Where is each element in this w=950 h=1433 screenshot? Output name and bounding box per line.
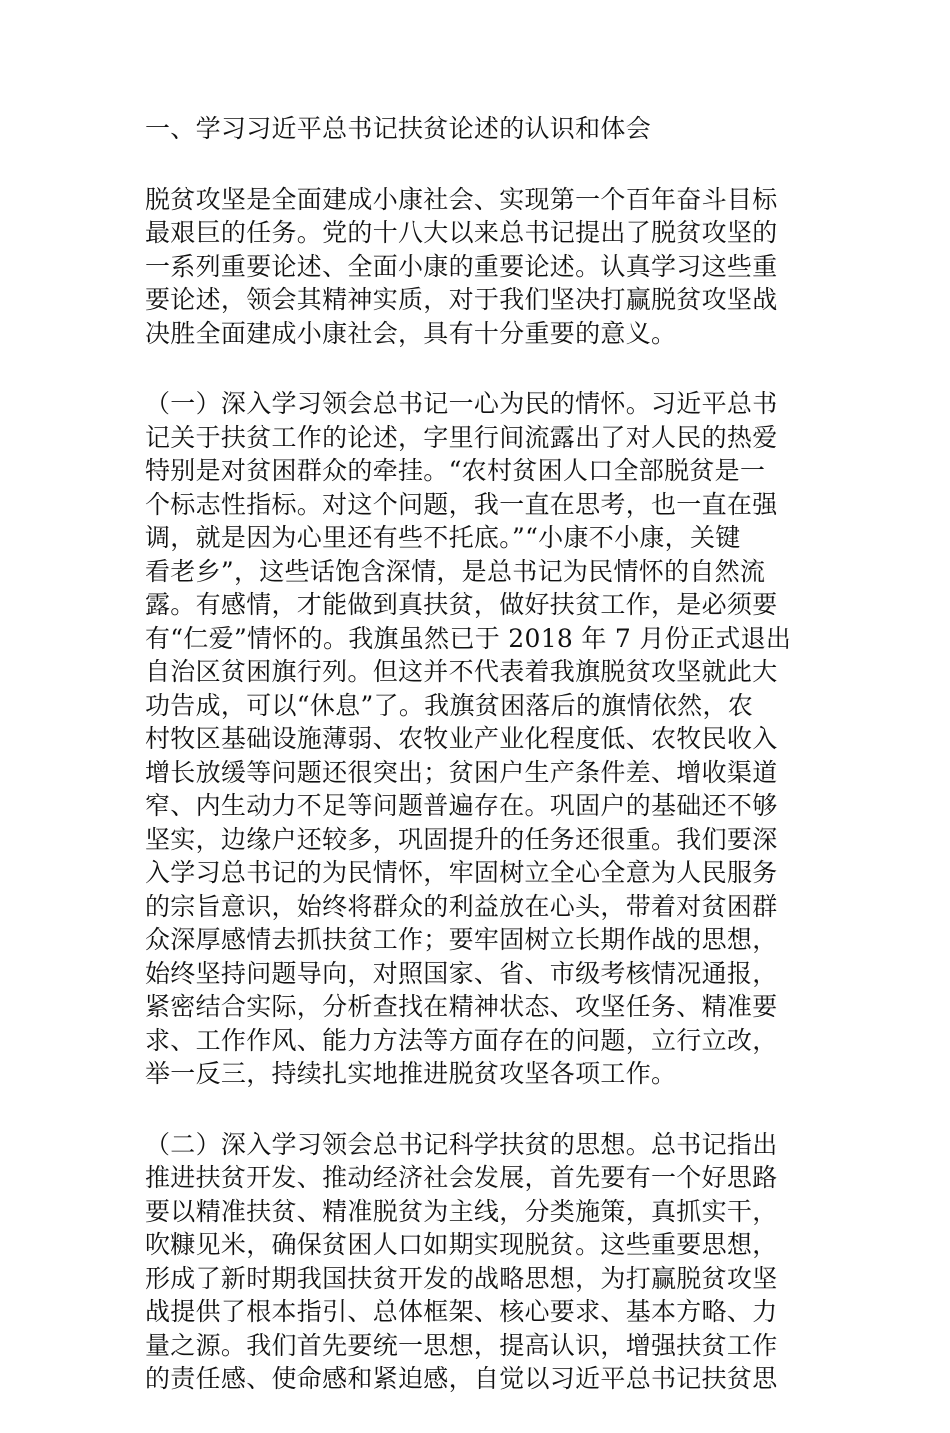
section-heading: 一、学习习近平总书记扶贫论述的认识和体会 [145,114,652,143]
text-line: 始终坚持问题导向，对照国家、省、市级考核情况通报， [145,958,778,988]
text-line: 窄、内生动力不足等问题普遍存在。巩固户的基础还不够 [145,791,778,820]
text-line: 入学习总书记的为民情怀，牢固树立全心全意为人民服务 [145,858,778,887]
text-line: 坚实，边缘户还较多，巩固提升的任务还很重。我们要深 [145,824,778,854]
text-line: （一）深入学习领会总书记一心为民的情怀。习近平总书 [145,389,778,418]
text-line: 量之源。我们首先要统一思想，提高认识，增强扶贫工作 [145,1330,778,1360]
text-line: 个标志性指标。对这个问题，我一直在思考，也一直在强 [145,489,778,519]
text-line: 调，就是因为心里还有些不托底。”“小康不小康，关键 [145,523,741,552]
paragraph-section-2 [145,1128,809,1396]
text-line: 要以精准扶贫、精准脱贫为主线，分类施策，真抓实干， [145,1196,778,1226]
text-line: （二）深入学习领会总书记科学扶贫的思想。总书记指出 [145,1129,778,1159]
text-line: 特别是对贫困群众的牵挂。“农村贫困人口全部脱贫是一 [145,456,766,485]
text-line: 的宗旨意识，始终将群众的利益放在心头，带着对贫困群 [145,891,778,921]
text-line: 众深厚感情去抓扶贫工作；要牢固树立长期作战的思想， [145,925,778,954]
text-line: 举一反三，持续扎实地推进脱贫攻坚各项工作。 [145,1059,677,1088]
text-line: 推进扶贫开发、推动经济社会发展，首先要有一个好思路 [145,1163,778,1192]
text-line: 记关于扶贫工作的论述，字里行间流露出了对人民的热爱 [145,422,778,452]
text-line: 露。有感情，才能做到真扶贫，做好扶贫工作，是必须要 [145,590,778,619]
text-line: 决胜全面建成小康社会，具有十分重要的意义。 [145,318,677,348]
document-body [145,112,809,1433]
text-line: 紧密结合实际，分析查找在精神状态、攻坚任务、精准要 [145,992,778,1021]
text-line: 求、工作作风、能力方法等方面存在的问题，立行立改， [145,1025,778,1055]
text-line: 脱贫攻坚是全面建成小康社会、实现第一个百年奋斗目标 [145,184,778,214]
text-line: 有“仁爱”情怀的。我旗虽然已于 2018 年 7 月份正式退出 [145,623,792,653]
text-line: 增长放缓等问题还很突出；贫困户生产条件差、增收渠道 [145,757,778,787]
paragraph-intro [145,183,809,351]
text-line: 的责任感、使命感和紧迫感，自觉以习近平总书记扶贫思 [145,1364,778,1393]
paragraph-section-1 [145,387,809,1091]
text-line: 功告成，可以“休息”了。我旗贫困落后的旗情依然，农 [145,690,754,720]
text-line: 吹糠见米，确保贫困人口如期实现脱贫。这些重要思想， [145,1230,778,1259]
text-line: 村牧区基础设施薄弱、农牧业产业化程度低、农牧民收入 [145,724,778,753]
text-line: 要论述，领会其精神实质，对于我们坚决打赢脱贫攻坚战 [145,285,778,314]
text-line: 自治区贫困旗行列。但这并不代表着我旗脱贫攻坚就此大 [145,657,778,686]
text-line: 形成了新时期我国扶贫开发的战略思想，为打赢脱贫攻坚 [145,1263,778,1293]
text-line: 看老乡”，这些话饱含深情，是总书记为民情怀的自然流 [145,556,766,586]
text-line: 最艰巨的任务。党的十八大以来总书记提出了脱贫攻坚的 [145,218,778,247]
text-line: 一系列重要论述、全面小康的重要论述。认真学习这些重 [145,251,778,281]
text-line: 战提供了根本指引、总体框架、核心要求、基本方略、力 [145,1297,778,1326]
